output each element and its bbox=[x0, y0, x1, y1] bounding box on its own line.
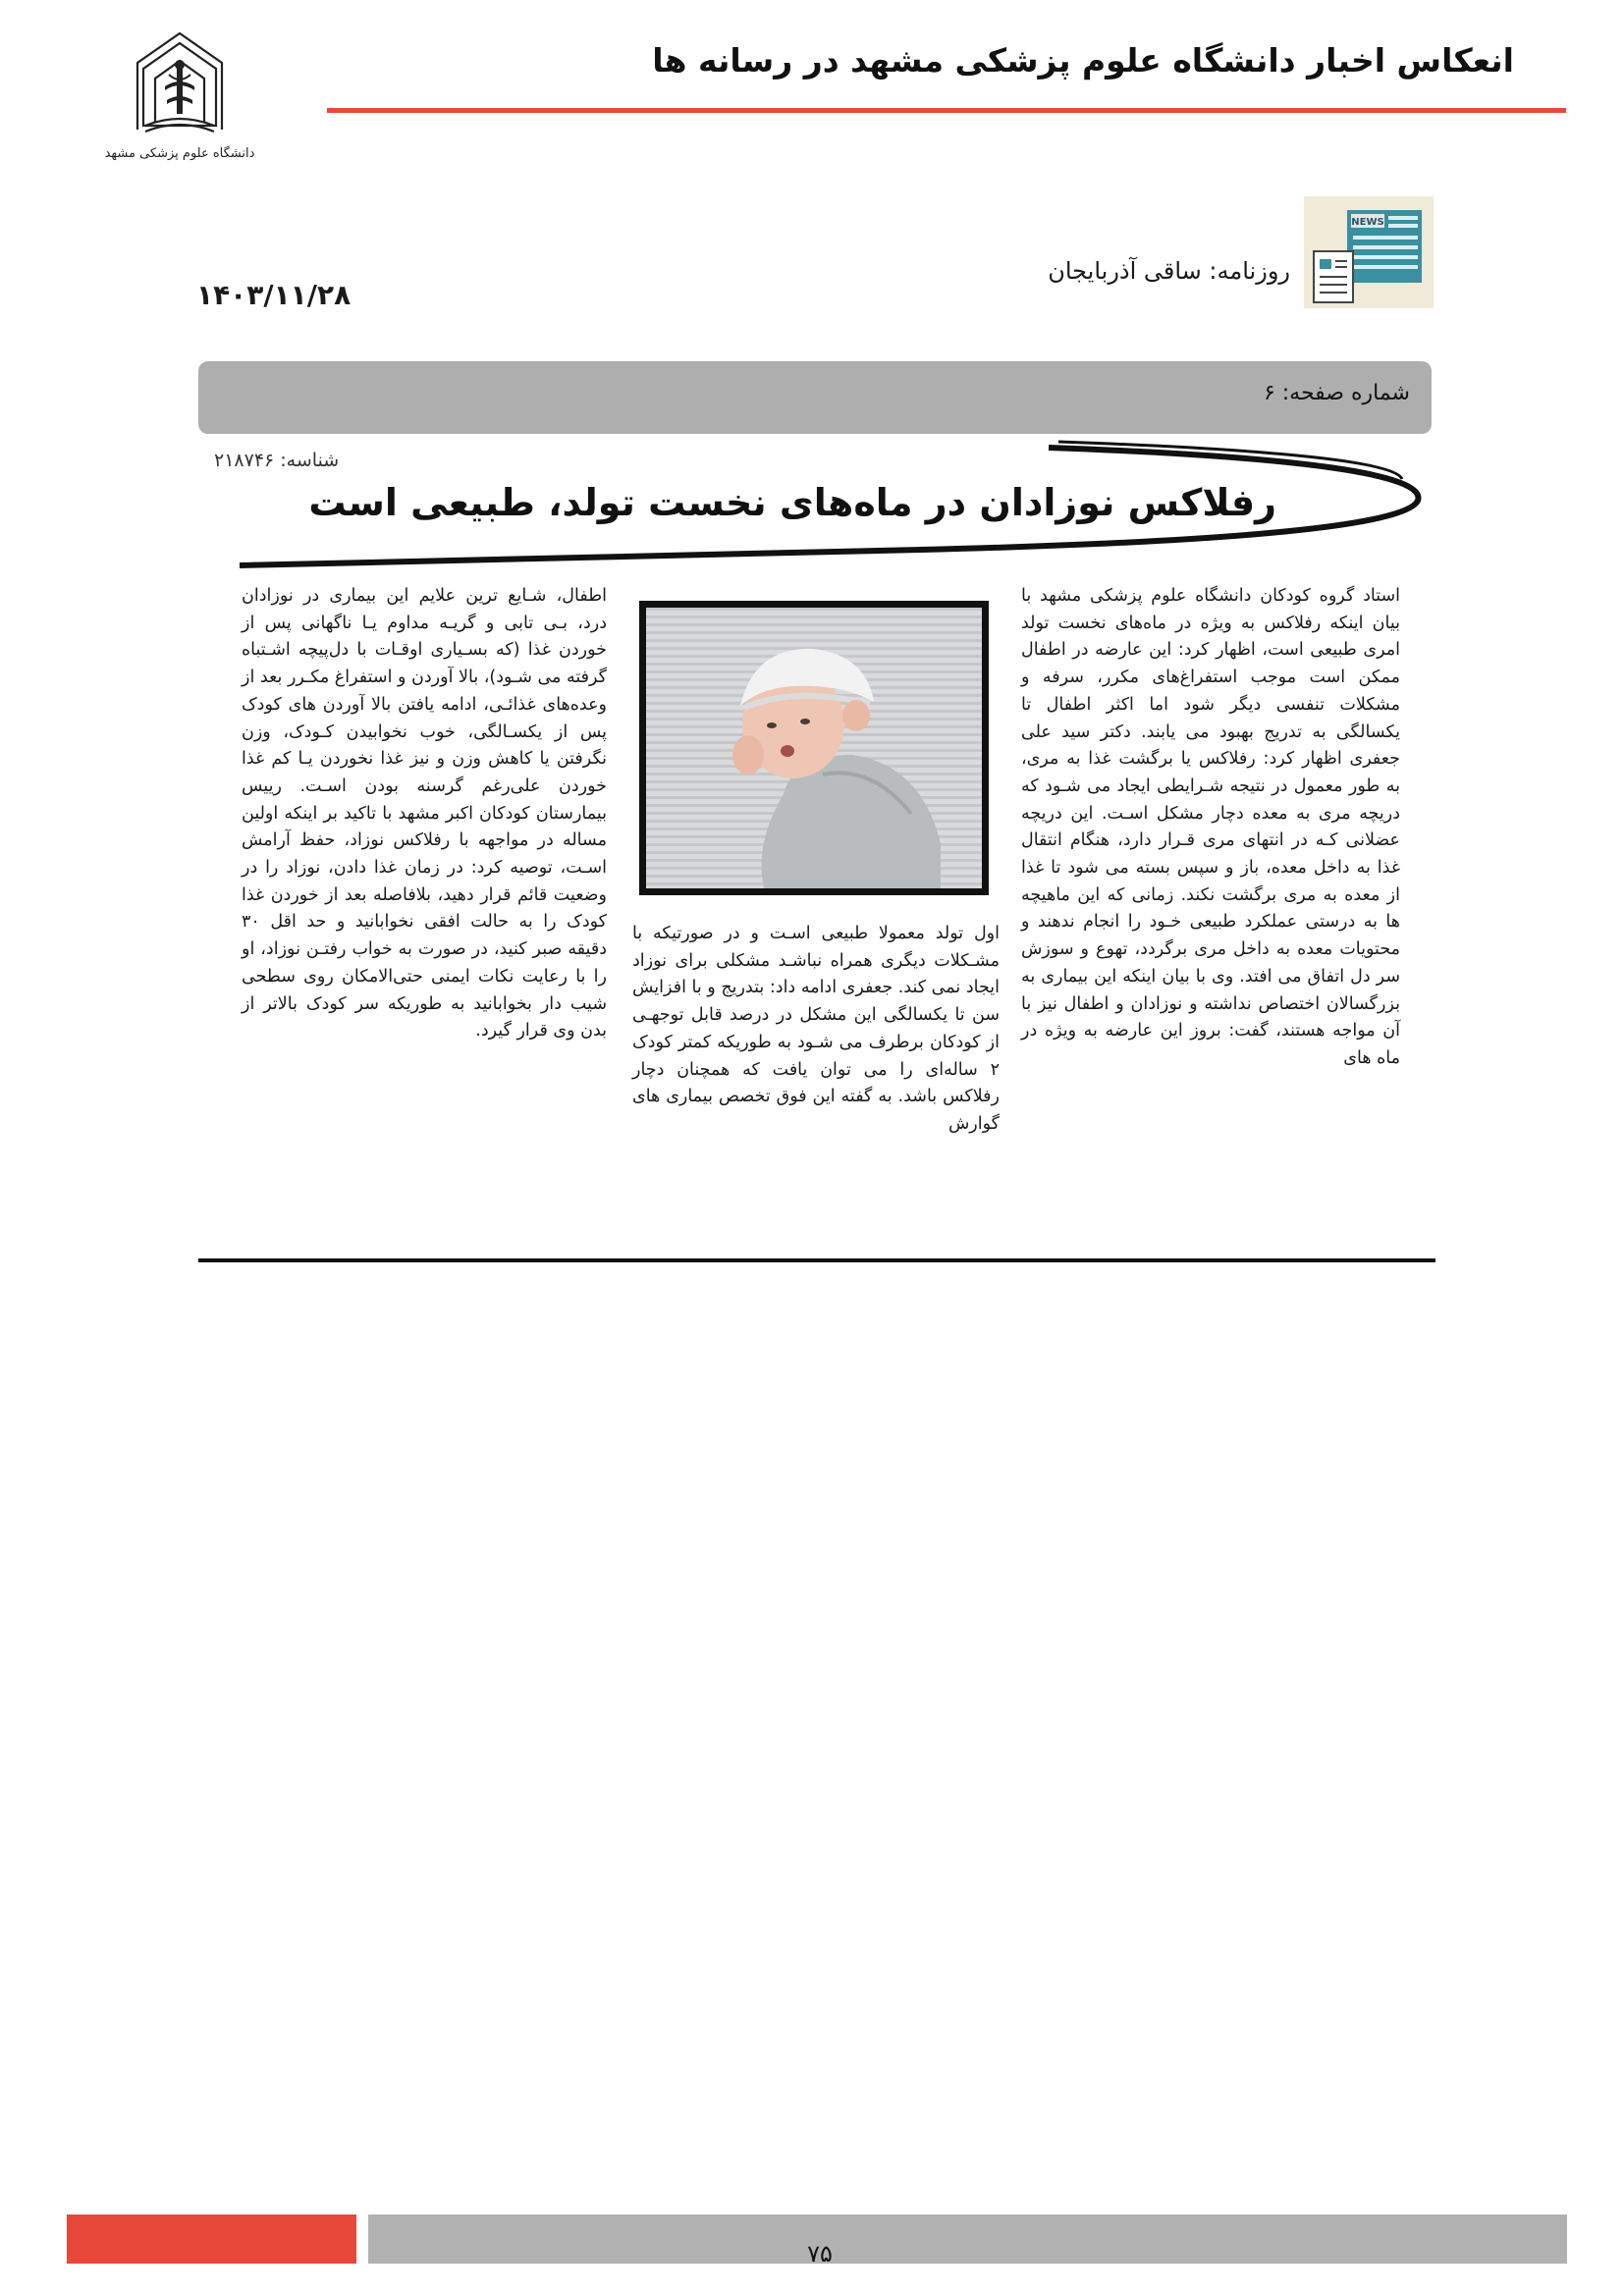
clipping-bottom-rule bbox=[198, 1258, 1435, 1262]
article-photo-frame bbox=[639, 601, 989, 895]
article-column-right: استاد گروه کودکان دانشگاه علوم پزشکی مشهد با بیان اینکه رفلاکس به ویژه در ماه‌های نخست تولد امری طبیعی است، اظهار کرد: این عارضه در اطفال ممکن است موجب استفراغ‌های مکرر، سرفه و مشکلات تنفسی دیگر شود اما اکثر اطفال تا یکسالگی به تدریج بهبود می یابند. دکتر سید علی جعفری اظهار کرد: رفلاکس یا برگشت غذا به مری، به طور معمول در نتیجه شـرایطی ایجاد می شـود که دریچه مری به معده دچار مشکل اسـت. این دریچه عضلانی کـه در انتهای مری قـرار دارد، هنگام انتقال غذا به داخل معده، باز و سپس بسته می شود تا غذا از معده به مری برگشت نکند. زمانی که این ماهیچه ها به درستی عملکرد طبیعی خـود را انجام ندهند و محتویات معده به داخل مری برگردد، تهوع و سوزش سر دل اتفاق می افتد. وی با بیان اینکه این بیماری به بزرگسالان اختصاص نداشته و نوزادان و اطفال نیز با آن مواجه هستند، گفت: بروز این عارضه به ویژه در ماه های bbox=[1021, 586, 1400, 1068]
article-column-middle: اول تولد معمولا طبیعی اسـت و در صورتیکه با مشـکلات دیگری همراه نباشـد مشکلی برای نوزاد ایجاد نمی کند. جعفری ادامه داد: بتدریج و با افزایش سن تا یکسالگی این مشکل در درصد قابل توجهـی از کودکان برطرف می شـود به طوریکه کمتر کودک ۲ ساله‌ای را می توان یافت که همچنان دچار رفلاکس باشد. به گفته این فوق تخصص بیماری های گوارش bbox=[632, 924, 1000, 1134]
newborn-baby-photo bbox=[646, 608, 982, 888]
article-column-left: اطفال، شـایع ترین علایم این بیماری در نوزادان درد، بـی تابی و گریـه مداوم یـا ناگهانی پس از خوردن غذا (که بسـیاری اوقـات با دل‌پیچه اشـتباه گرفته می شـود)، بالا آوردن و استفراغ مکـرر بعد از وعده‌های غذائـی، ادامه یافتن بالا آوردن های کودک پس از یکسـالگی، خوب نخوابیدن کـودک، وزن نگرفتن یا کاهش وزن و نیز غذا نخوردن یـا کم غذا خوردن علی‌رغم گرسنه بودن اسـت. رییس بیمارستان کودکان اکبر مشهد با تاکید بر اینکه اولین مساله در مواجهه با رفلاکس نوزاد، حفظ آرامش اسـت، توصیه کرد: در زمان غذا دادن، نوزاد را در وضعیت قائم قرار دهید، بلافاصله بعد از خوردن غذا کودک را به حالت افقی نخوابانید و حد اقل ۳۰ دقیقه صبر کنید، در صورت به خواب رفتـن نوزاد، او را با رعایت نکات ایمنی حتی‌الامکان روی سطحی شیب دار بخوابانید به طوریکه سر کودک بالاتر از بدن وی قرار گیرد. bbox=[242, 586, 607, 1041]
news-icon bbox=[1304, 196, 1434, 308]
publish-date: ۱۴۰۳/۱۱/۲۸ bbox=[196, 279, 352, 311]
footer-accent-bar bbox=[67, 2215, 356, 2264]
svg-text:دانشگاه علوم پزشکی مشهد: دانشگاه علوم پزشکی مشهد bbox=[104, 146, 255, 161]
header-divider bbox=[327, 108, 1566, 113]
article-headline: رفلاکس نوزادان در ماه‌های نخست تولد، طبیعی است bbox=[308, 481, 1276, 524]
newspaper-name: روزنامه: ساقی آذربایجان bbox=[1048, 257, 1290, 285]
page-number-label: شماره صفحه: ۶ bbox=[1263, 381, 1410, 405]
footer-bar bbox=[368, 2215, 1567, 2264]
page-header-title: انعکاس اخبار دانشگاه علوم پزشکی مشهد در رسانه ها bbox=[652, 41, 1514, 80]
page-number-bar bbox=[198, 361, 1432, 434]
university-emblem-icon bbox=[104, 35, 255, 165]
footer-page-number: ۷۵ bbox=[807, 2240, 833, 2268]
clipping-id: شناسه: ۲۱۸۷۴۶ bbox=[214, 450, 340, 471]
svg-text:NEWS: NEWS bbox=[1351, 217, 1384, 228]
